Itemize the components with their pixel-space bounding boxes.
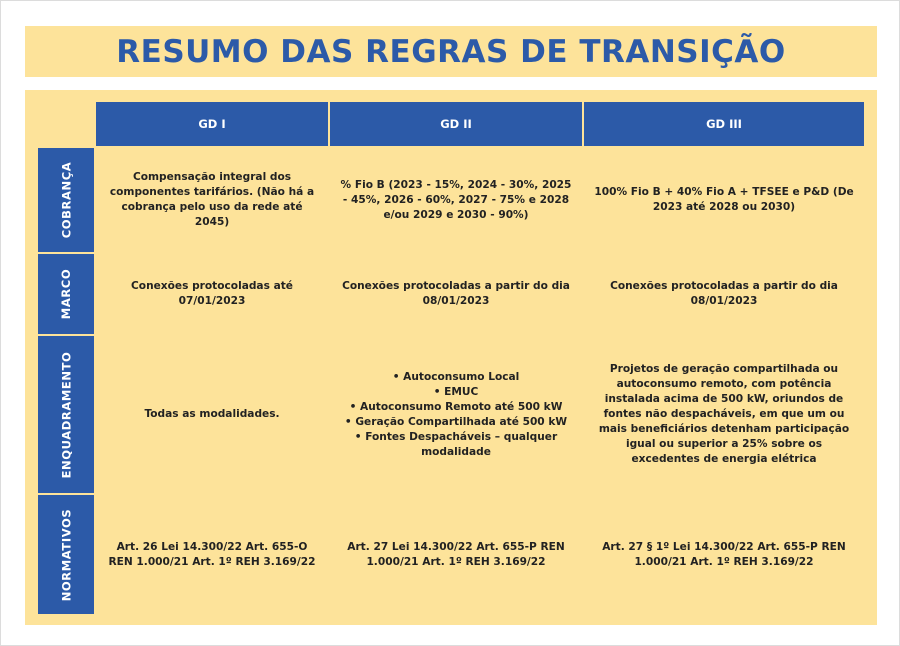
bullet-item: • Autoconsumo Local — [392, 370, 520, 383]
row-label-cobranca — [38, 148, 94, 252]
row-label-marco — [38, 254, 94, 334]
row-label-text: NORMATIVOS — [59, 508, 73, 601]
cell-enquadramento-gd2 — [330, 336, 582, 493]
bullet-item: • Autoconsumo Remoto até 500 kW — [349, 400, 563, 413]
column-header-gd3: GD III — [584, 102, 864, 146]
bullet-item: • Fontes Despacháveis – qualquer modalidade — [354, 430, 558, 458]
title-banner — [25, 26, 877, 77]
row-label-text: MARCO — [58, 268, 73, 320]
row-label-normativos — [38, 495, 94, 614]
row-label-text: ENQUADRAMENTO — [59, 351, 74, 478]
cell-normativos-gd1: Art. 26 Lei 14.300/22 Art. 655-O REN 1.000/21 Art. 1º REH 3.169/22 — [96, 495, 328, 614]
cell-marco-gd3: Conexões protocoladas a partir do dia 08/01/2023 — [584, 254, 864, 334]
cell-enquadramento-gd1: Todas as modalidades. — [96, 336, 328, 493]
cell-cobranca-gd2: % Fio B (2023 - 15%, 2024 - 30%, 2025 - 45%, 2026 - 60%, 2027 - 75% e 2028 e/ou 2029 e 2030 - 90%) — [330, 148, 582, 252]
cell-normativos-gd3: Art. 27 § 1º Lei 14.300/22 Art. 655-P REN 1.000/21 Art. 1º REH 3.169/22 — [584, 495, 864, 614]
cell-marco-gd2: Conexões protocoladas a partir do dia 08/01/2023 — [330, 254, 582, 334]
row-label-enquadramento — [38, 336, 94, 493]
cell-cobranca-gd3: 100% Fio B + 40% Fio A + TFSEE e P&D (De 2023 até 2028 ou 2030) — [584, 148, 864, 252]
cell-enquadramento-gd3: Projetos de geração compartilhada ou autoconsumo remoto, com potência instalada acima de 500 kW, oriundos de fontes não despacháveis, em que um ou mais beneficiários detenham participação igual ou superior a 25% sobre os excedentes de energia elétrica — [584, 336, 864, 493]
transition-rules-table — [38, 102, 864, 614]
cell-cobranca-gd1: Compensação integral dos componentes tarifários. (Não há a cobrança pelo uso da rede até 2045) — [96, 148, 328, 252]
cell-marco-gd1: Conexões protocoladas até 07/01/2023 — [96, 254, 328, 334]
row-label-text: COBRANÇA — [59, 161, 74, 239]
column-header-gd2: GD II — [330, 102, 582, 146]
cell-normativos-gd2: Art. 27 Lei 14.300/22 Art. 655-P REN 1.000/21 Art. 1º REH 3.169/22 — [330, 495, 582, 614]
page-title: RESUMO DAS REGRAS DE TRANSIÇÃO — [116, 33, 786, 70]
bullet-item: • Geração Compartilhada até 500 kW — [344, 415, 568, 428]
table-corner — [38, 102, 94, 146]
bullet-item: • EMUC — [433, 385, 479, 398]
column-header-gd1: GD I — [96, 102, 328, 146]
